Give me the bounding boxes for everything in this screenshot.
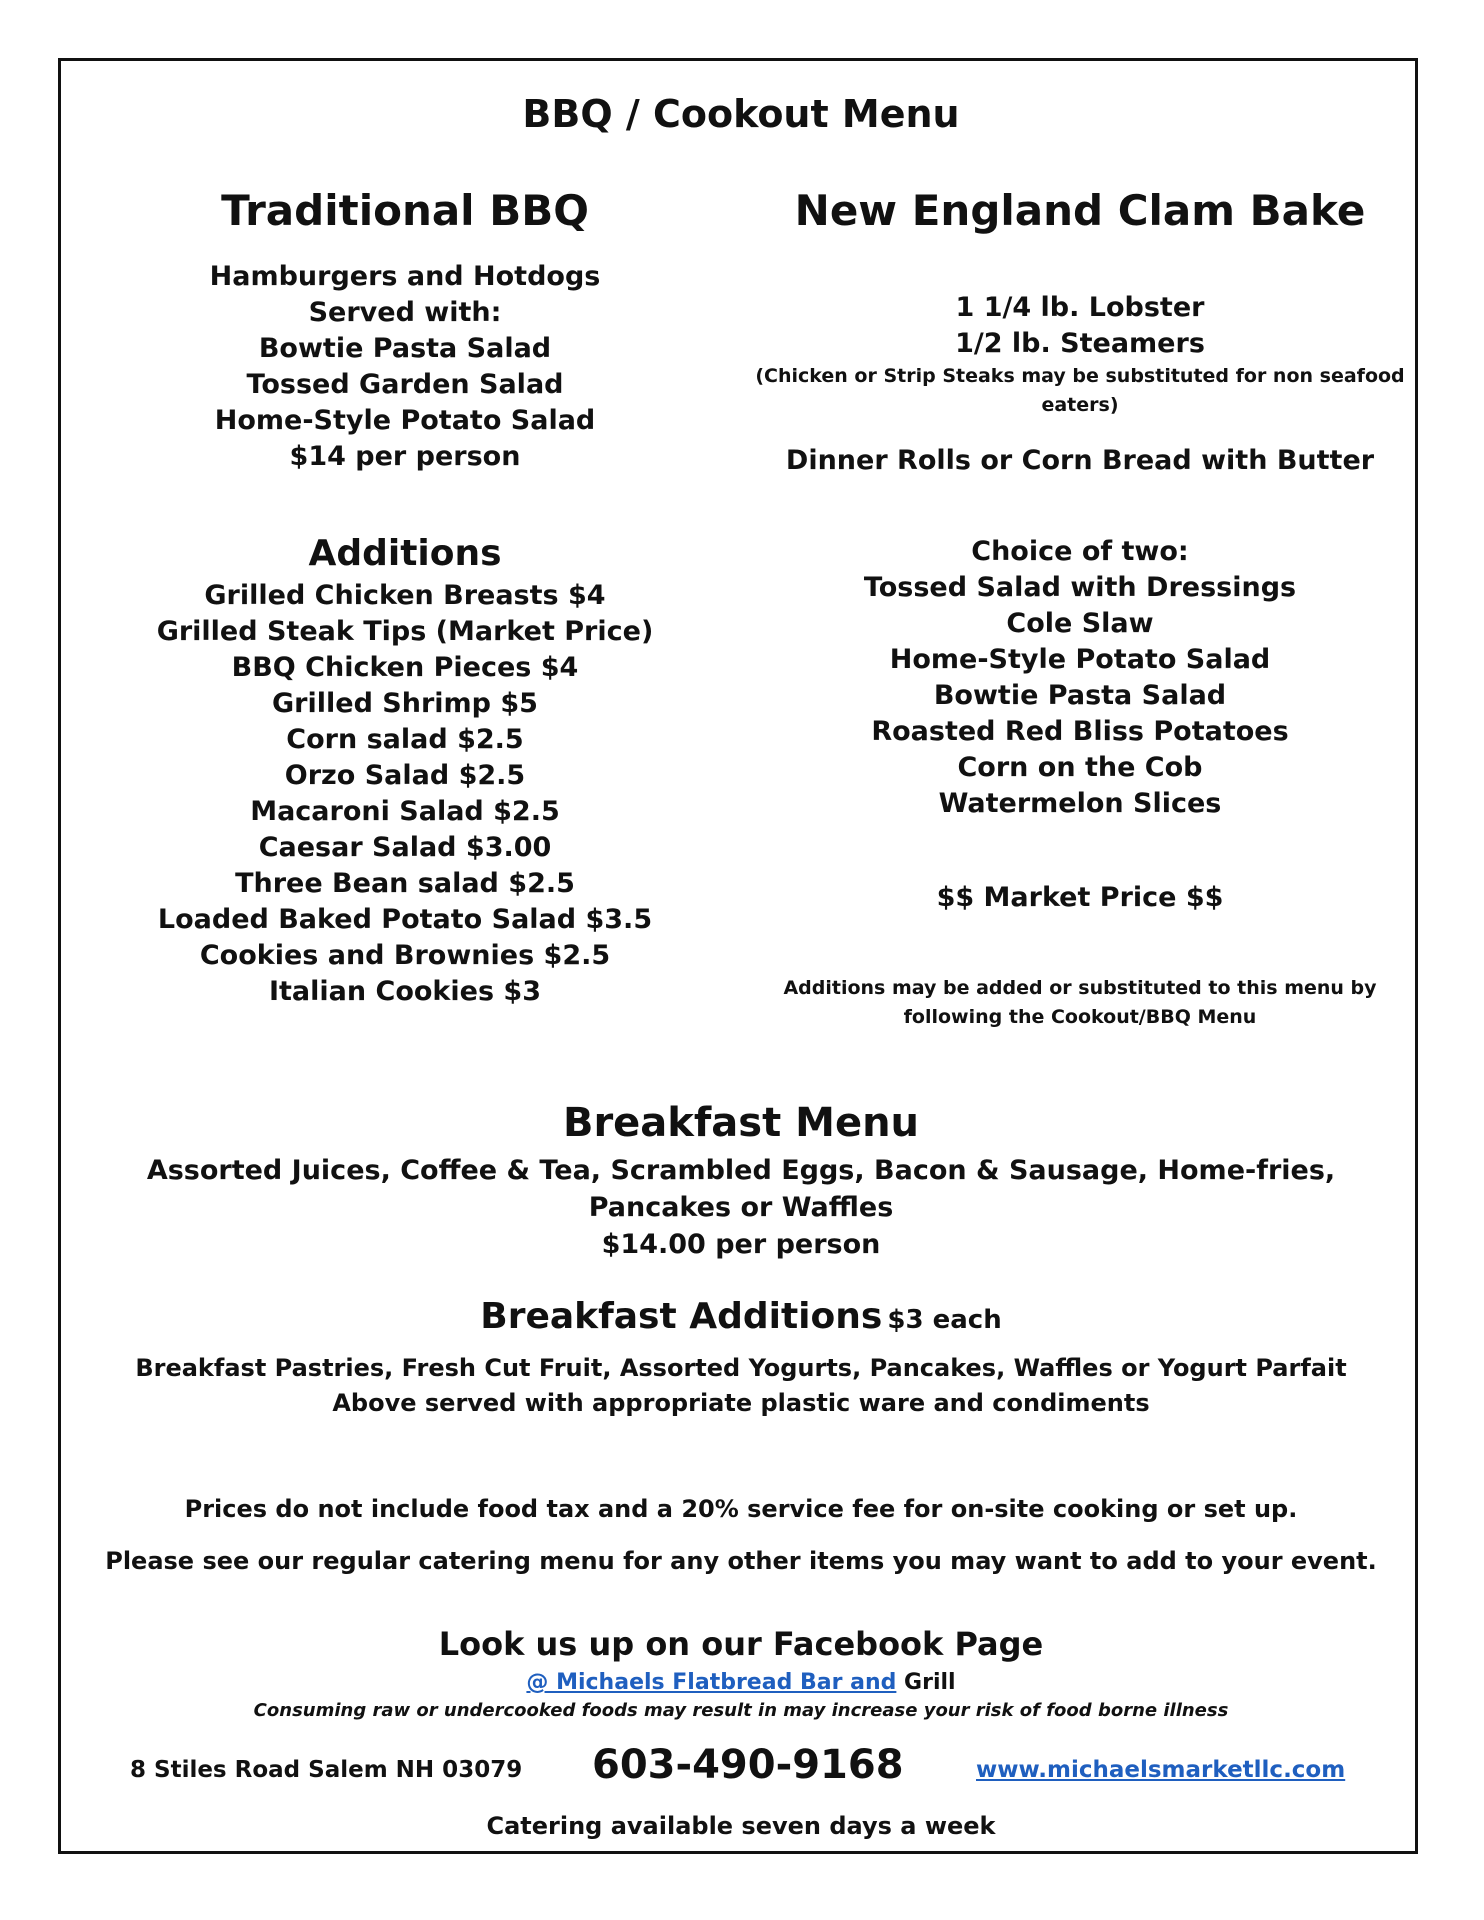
choice-item: Home-Style Potato Salad — [889, 644, 1271, 675]
substitute-note: (Chicken or Strip Steaks may be substituted for non seafood eaters) — [755, 365, 1405, 416]
choice-item: Watermelon Slices — [938, 788, 1222, 819]
breakfast-additions-line-2: Above served with appropriate plastic ware and condiments — [332, 1389, 1150, 1417]
choice-heading: Choice of two: — [971, 536, 1189, 567]
breakfast-line-2: Pancakes or Waffles — [588, 1192, 894, 1223]
breakfast-additions-line-1: Breakfast Pastries, Fresh Cut Fruit, Assorted Yogurts, Pancakes, Waffles or Yogurt Parfait — [135, 1354, 1347, 1382]
catering-availability: Catering available seven days a week — [486, 1812, 996, 1840]
breakfast-additions-header — [58, 1296, 1424, 1337]
clam-bake-note-2: following the Cookout/BBQ Menu — [903, 1006, 1257, 1028]
addition-item: Italian Cookies $3 — [268, 976, 541, 1007]
phone-number: 603-490-9168 — [592, 1742, 904, 1788]
choice-item: Cole Slaw — [1006, 608, 1154, 639]
traditional-bbq-list — [120, 259, 690, 475]
breakfast-heading: Breakfast Menu — [562, 1100, 920, 1146]
clam-bake-note-1: Additions may be added or substituted to this menu by — [783, 977, 1377, 999]
addition-item: Three Bean salad $2.5 — [235, 868, 575, 899]
breakfast-price: $14.00 per person — [601, 1229, 881, 1260]
food-warning: Consuming raw or undercooked foods may result in may increase your risk of food borne illness — [253, 1700, 1229, 1721]
rolls-line: Dinner Rolls or Corn Bread with Butter — [785, 445, 1375, 476]
additions-list — [120, 578, 690, 1010]
clam-bake-choices — [740, 534, 1420, 822]
breakfast-additions-heading: Breakfast Additions — [480, 1296, 883, 1337]
facebook-link-line — [58, 1670, 1424, 1695]
addition-item: Macaroni Salad $2.5 — [250, 796, 560, 827]
regular-menu-note: Please see our regular catering menu for any other items you may want to add to your event. — [105, 1547, 1377, 1575]
clam-bake-heading: New England Clam Bake — [794, 186, 1366, 235]
breakfast-additions-price: $3 each — [887, 1305, 1002, 1335]
addition-item: Cookies and Brownies $2.5 — [199, 940, 611, 971]
tax-note: Prices do not include food tax and a 20% service fee for on-site cooking or set up. — [184, 1495, 1298, 1523]
facebook-link-tail: Grill — [896, 1670, 956, 1695]
addition-item: Loaded Baked Potato Salad $3.5 — [157, 904, 653, 935]
steamers-line: 1/2 lb. Steamers — [955, 328, 1205, 359]
additions-heading: Additions — [308, 533, 502, 574]
traditional-line: Tossed Garden Salad — [246, 369, 564, 400]
choice-item: Corn on the Cob — [957, 752, 1203, 783]
traditional-line: Home-Style Potato Salad — [214, 405, 596, 436]
traditional-bbq-heading: Traditional BBQ — [221, 186, 589, 235]
addition-item: Grilled Shrimp $5 — [272, 688, 538, 719]
facebook-heading: Look us up on our Facebook Page — [438, 1625, 1044, 1663]
choice-item: Tossed Salad with Dressings — [863, 572, 1297, 603]
traditional-line: Served with: — [308, 297, 502, 328]
choice-item: Roasted Red Bliss Potatoes — [871, 716, 1289, 747]
addition-item: Grilled Steak Tips (Market Price) — [156, 616, 654, 647]
breakfast-line-1: Assorted Juices, Coffee & Tea, Scrambled Eggs, Bacon & Sausage, Home-fries, — [146, 1155, 1336, 1186]
website-link[interactable]: www.michaelsmarketllc.com — [976, 1757, 1346, 1783]
traditional-line: Bowtie Pasta Salad — [258, 333, 552, 364]
choice-item: Bowtie Pasta Salad — [933, 680, 1227, 711]
addition-item: Corn salad $2.5 — [286, 724, 524, 755]
traditional-price: $14 per person — [289, 441, 521, 472]
addition-item: Grilled Chicken Breasts $4 — [204, 580, 606, 611]
addition-item: Orzo Salad $2.5 — [284, 760, 526, 791]
address: 8 Stiles Road Salem NH 03079 — [130, 1757, 523, 1783]
lobster-line: 1 1/4 lb. Lobster — [955, 292, 1205, 323]
facebook-link[interactable]: @ Michaels Flatbread Bar and — [526, 1670, 897, 1695]
clam-bake-price: $$ Market Price $$ — [936, 882, 1224, 913]
menu-title: BBQ / Cookout Menu — [522, 92, 960, 136]
addition-item: Caesar Salad $3.00 — [258, 832, 552, 863]
traditional-line: Hamburgers and Hotdogs — [209, 261, 601, 292]
addition-item: BBQ Chicken Pieces $4 — [231, 652, 579, 683]
